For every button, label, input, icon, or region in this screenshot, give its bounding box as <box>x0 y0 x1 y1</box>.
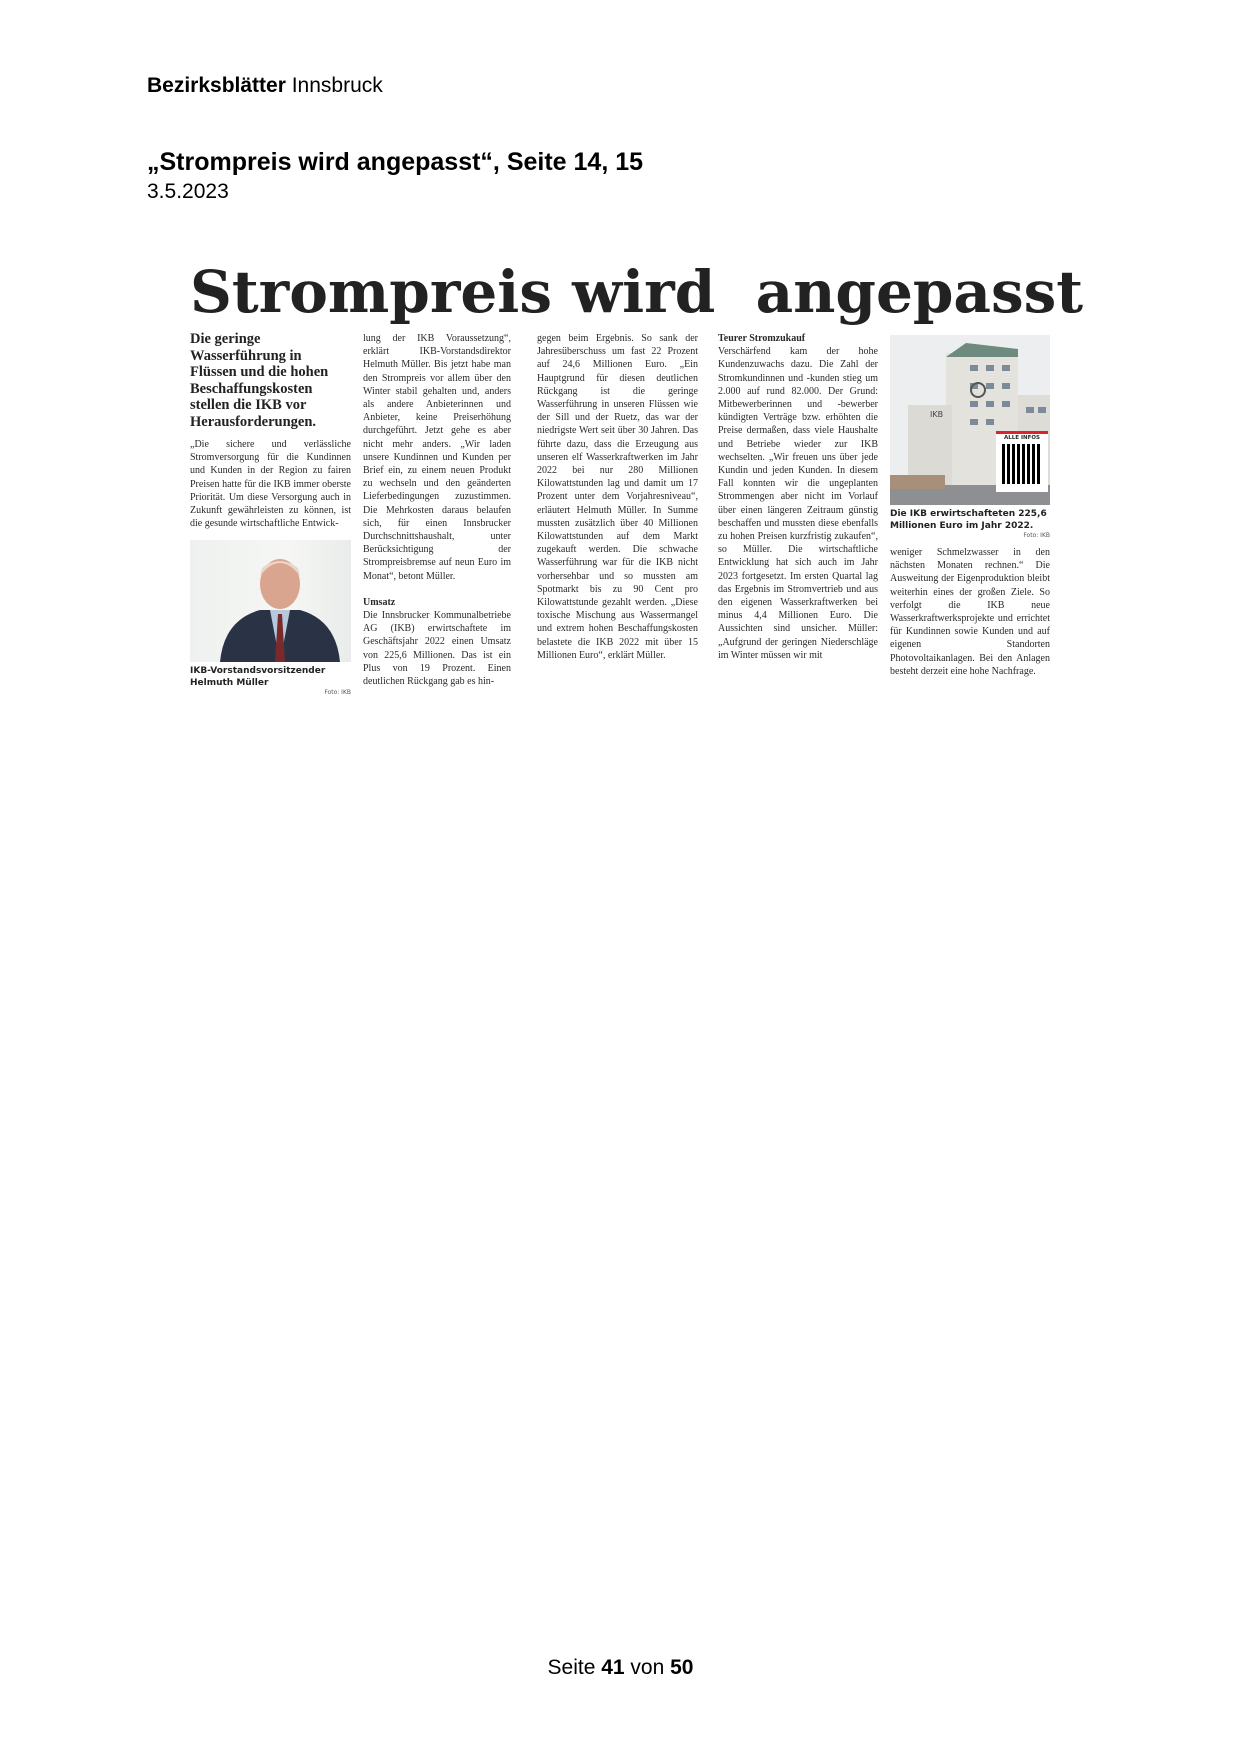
footer-separator: von <box>624 1656 671 1679</box>
publication-region: Innsbruck <box>285 74 383 97</box>
article-text: weniger Schmelzwasser in den nächsten Monaten rechnen.“ Die Ausweitung der Eigenproduktion bleibt weiterhin eines der großen Ziele. So verfolgt die IKB neue Wasserkraftwerksprojekte und errichtet für Kundinnen sowie Kunden und auf eigenen Standorten Photovoltaikanlagen. Bei den Anlagen besteht derzeit eine hohe Nachfrage. <box>890 547 1050 677</box>
portrait-caption <box>190 665 351 697</box>
current-page: 41 <box>601 1656 625 1679</box>
section-heading-stromzukauf: Teurer Stromzukauf <box>718 333 806 344</box>
qr-badge-label: ALLE INFOS <box>1004 435 1040 441</box>
article-column-2 <box>363 332 511 688</box>
qr-code-icon <box>1002 444 1042 484</box>
photo-credit: Foto: IKB <box>1023 532 1050 539</box>
building-photo <box>890 335 1050 505</box>
article-text: Die Innsbrucker Kommunalbetriebe AG (IKB) erwirtschaftete im Geschäftsjahr 2022 einen Umsatz von 225,6 Millionen. Das ist ein Plus von 19 Prozent. Einen deutlichen Rückgang gab es hin- <box>363 610 511 688</box>
building-sign: IKB <box>930 410 944 419</box>
publication-brand: Bezirksblätter <box>147 74 286 97</box>
total-pages: 50 <box>670 1656 694 1679</box>
article-text: Verschärfend kam der hohe Kundenzuwachs dazu. Die Zahl der Stromkundinnen und -kunden stieg um 2.000 auf rund 82.000. Der Grund: Mitbewerberinnen und -bewerber kündigten Verträge bzw. erhöhten die Preise dermaßen, dass viele Haushalte und Betriebe wieder zur IKB wechselten. „Wir freuen uns über jede Kundin und jeden Kunden. In diesem Fall konnten wir die ungeplanten Strommengen aber nicht im Vorlauf über einen längeren Zeitraum günstig beschaffen und mussten diese ebenfalls zu hohen Preisen kurzfristig zukaufen“, so Müller. Die wirtschaftliche Entwicklung hat sich auch im Jahr 2023 fortgesetzt. Im ersten Quartal lag das Ergebnis im Stromvertrieb und aus den eigenen Wasserkraftwerken bei minus 4,4 Millionen Euro. Die Aussichten sind unsicher. Müller: „Aufgrund der geringen Niederschläge im Winter müssen wir mit <box>718 346 878 661</box>
photo-credit: Foto: IKB <box>324 689 351 697</box>
clipping-title: „Strompreis wird angepasst“, Seite 14, 15 <box>147 148 644 176</box>
article-text: lung der IKB Voraussetzung“, erklärt IKB-Vorstandsdirektor Helmuth Müller. Bis jetzt habe man den Strompreis vor allem über den Winter stabil gehalten und, anders als andere Anbieterinnen und Anbieter, keine Preiserhöhung durchgeführt. Jetzt gehe es aber nicht mehr anders. „Wir laden unsere Kundinnen und Kunden per Brief ein, zu einem neuen Produkt zu wechseln und den geänderten Lieferbedingungen zuzustimmen. Die Mehrkosten daraus belaufen sich, für einen Innsbrucker Durchschnittshaushalt, unter Berücksichtigung der Strompreisbremse auf neun Euro im Monat“, betont Müller. <box>363 333 511 582</box>
article-column-1 <box>190 331 351 697</box>
article-column-5 <box>890 335 1050 678</box>
building-caption <box>890 508 1050 540</box>
article-text: „Die sichere und verlässliche Stromversorgung für die Kundinnen und Kunden in der Region zu fairen Preisen hatte für die IKB immer oberste Priorität. Um diese Versorgung auch in Zukunft gewährleisten zu können, ist die gesunde wirtschaftliche Entwick- <box>190 439 351 530</box>
article-subheading: Die geringe Wasserführung in Flüssen und die hohen Beschaffungskosten stellen die IKB vor Herausforderungen. <box>190 331 329 430</box>
qr-code-box[interactable] <box>996 431 1048 492</box>
page-footer <box>0 1656 1241 1680</box>
publication-name <box>147 74 383 98</box>
article-column-4 <box>718 332 878 662</box>
footer-prefix: Seite <box>547 1656 602 1679</box>
article-text: gegen beim Ergebnis. So sank der Jahresüberschuss um fast 22 Prozent auf 24,6 Millionen Euro. „Ein Hauptgrund für diesen deutlichen Rückgang ist die geringe Wasserführung in unseren Flüssen wie der Sill und der Ruetz, das war der niedrigste Wert seit über 30 Jahren. Das führte dazu, dass die Erzeugung aus unseren elf Wasserkraftwerken im Jahr 2022 bei nur 280 Millionen Kilowattstunden lag und damit um 17 Prozent unter dem Vorjahresniveau“, erläutert Helmuth Müller. In Summe mussten zusätzlich über 40 Millionen Kilowattstunden auf dem Markt zugekauft werden. Die schwache Wasserführung war für die IKB nicht vorhersehbar und so mussten am Spotmarkt bis zu 90 Cent pro Kilowattstunde gezahlt werden. „Diese toxische Mischung aus Wassermangel und extrem hohen Beschaffungskosten belastete die IKB 2022 mit über 15 Millionen Euro“, erklärt Müller. <box>537 333 698 661</box>
portrait-photo <box>190 540 351 662</box>
portrait-illustration <box>190 540 351 662</box>
section-heading-umsatz: Umsatz <box>363 596 396 608</box>
building-caption-text: Die IKB erwirtschafteten 225,6 Millionen Euro im Jahr 2022. <box>890 509 1047 531</box>
clipping-date: 3.5.2023 <box>147 180 229 203</box>
article-column-3 <box>537 332 698 662</box>
article-headline: Strompreis wird angepasst <box>190 258 1084 326</box>
portrait-caption-text: IKB-Vorstandsvorsitzender Helmuth Müller <box>190 666 326 689</box>
